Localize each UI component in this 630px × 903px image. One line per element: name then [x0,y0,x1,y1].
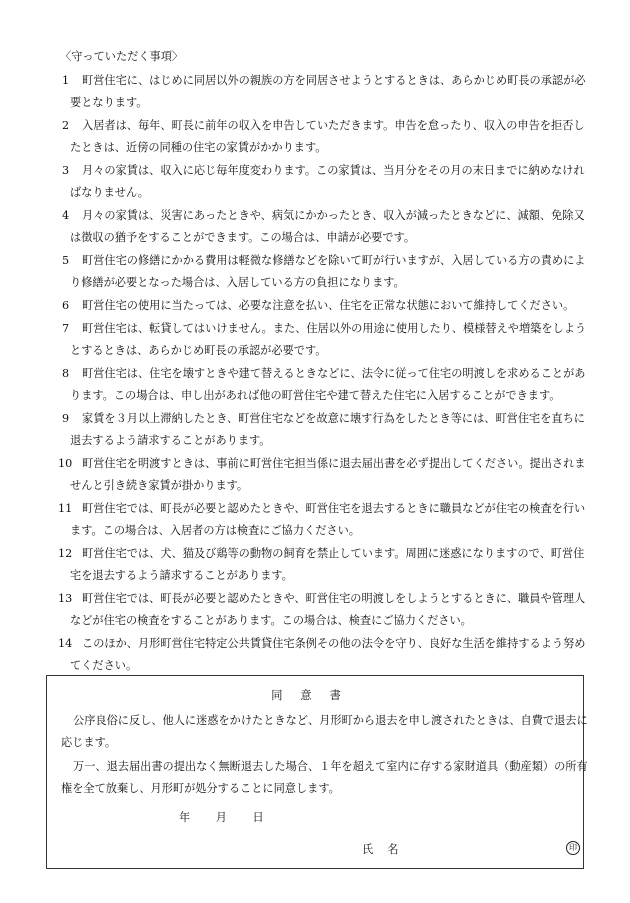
rule-item [0,408,630,453]
rule-item [0,363,630,408]
consent-p1-line-1: 公序良俗に反し、他人に迷惑をかけたときなど、月形町から退去を申し渡されたときは、自費で退去に [73,714,588,727]
rule-text-line-2: ばなりません。 [70,186,149,199]
rule-text-line-2: せんと引き続き家賃が掛かります。 [70,479,249,492]
rule-text-line-1: 月々の家賃は、災害にあったときや、病気にかかったとき、収入が減ったときなどに、減額、免除又 [82,209,585,222]
rule-number: 5 [62,254,70,267]
rule-text [82,295,586,317]
rule-text [70,498,586,542]
rule-item [0,498,630,543]
rule-text-line-1: このほか、月形町営住宅特定公共賃貸住宅条例その他の法令を守り、良好な生活を維持するよう努め [82,637,586,650]
rule-item [0,588,630,633]
rule-text-line-1: 町営住宅では、町長が必要と認めたときや、町営住宅を退去するときに職員などが住宅の検査を行い [82,502,586,515]
rules-list [0,70,630,678]
rule-text [70,160,586,204]
rule-number: 3 [62,164,70,177]
rule-text-line-1: 町営住宅では、犬、猫及び鶏等の動物の飼育を禁止しています。周囲に迷惑になりますので、町営住 [82,547,585,560]
rule-item [0,318,630,363]
rule-number: 14 [58,637,73,650]
rule-item [0,453,630,498]
rule-text [70,453,586,497]
rule-text [70,70,586,114]
rule-number: 12 [58,547,73,560]
rule-number: 10 [58,457,73,470]
consent-box [46,675,588,869]
rule-item [0,543,630,588]
rule-number: 7 [62,322,70,335]
rule-text-line-2: ます。この場合は、入居者の方は検査にご協力ください。 [70,524,360,537]
consent-title: 同意書 [271,689,359,702]
rule-text [70,363,586,407]
rule-text-line-1: 町営住宅の修繕にかかる費用は軽微な修繕などを除いて町が行いますが、入居している方の責めによ [82,254,586,267]
rule-number: 1 [62,74,70,87]
rule-item [0,250,630,295]
rule-item [0,295,630,318]
rule-text [70,408,586,452]
section-heading: 〈守っていただく事項〉 [60,50,184,63]
rule-text [70,205,586,249]
rule-text-line-2: とするときは、あらかじめ町長の承認が必要です。 [70,344,327,357]
rule-text-line-1: 町営住宅の使用に当たっては、必要な注意を払い、住宅を正常な状態において維持してください。 [82,299,575,312]
consent-paragraph-1 [61,710,588,754]
rule-text-line-2: などが住宅の検査をすることがあります。この場合は、検査にご協力ください。 [70,614,472,627]
rule-item [0,633,630,678]
rule-text-line-2: たときは、近傍の同種の住宅の家賃がかかります。 [70,141,327,154]
date-line [179,810,286,826]
rule-text [70,250,586,294]
consent-p2-line-2: 権を全て放棄し、月形町が処分することに同意します。 [61,782,340,795]
date-day-label: 日 [252,811,264,824]
rule-number: 9 [62,412,70,425]
rule-text [70,543,586,587]
consent-p1-line-2: 応じます。 [61,736,117,749]
rule-number: 2 [62,119,70,132]
rule-text-line-2: てください。 [70,659,138,672]
rule-text-line-1: 入居者は、毎年、町長に前年の収入を申告していただきます。申告を怠ったり、収入の申告を拒否し [82,119,585,132]
name-label: 氏名 [362,843,413,856]
rule-number: 11 [58,502,73,515]
rule-text [70,318,587,362]
rule-text-line-2: り修繕が必要となった場合は、入居している方の負担になります。 [70,276,405,289]
rule-text-line-1: 町営住宅は、住宅を壊すときや建て替えるときなどに、法令に従って住宅の明渡しを求めることがあ [82,367,586,380]
rule-text [70,115,586,159]
rule-text-line-2: ります。この場合は、申し出があれば他の町営住宅や建て替えた住宅に入居することができます。 [70,389,561,402]
date-month-label: 月 [215,811,227,824]
rule-number: 4 [62,209,70,222]
rule-item [0,115,630,160]
rule-text-line-1: 町営住宅では、町長が必要と認めたときや、町営住宅の明渡しをしようとするときに、職員や管理人 [82,592,586,605]
rule-text-line-1: 町営住宅に、はじめに同居以外の親族の方を同居させようとするときは、あらかじめ町長の承認が必 [82,74,586,87]
rule-text-line-1: 町営住宅は、転貸してはいけません。また、住居以外の用途に使用したり、模様替えや増築をしよう [82,322,587,335]
rule-text-line-2: 要となります。 [70,96,148,109]
rule-text-line-1: 家賃を３月以上滞納したとき、町営住宅などを故意に壊す行為をしたとき等には、町営住宅を直ちに [82,412,585,425]
rule-number: 8 [62,367,70,380]
seal-mark-icon: 印 [566,841,580,855]
consent-p2-line-1: 万一、退去届出書の提出なく無断退去した場合、１年を超えて室内に存する家財道具（動産類）の所有 [73,760,588,773]
rule-item [0,70,630,115]
consent-paragraph-2 [61,756,588,800]
rule-text [70,588,586,632]
rule-number: 6 [62,299,70,312]
rule-text-line-2: は徴収の猶予をすることができます。この場合は、申請が必要です。 [70,231,416,244]
rule-number: 13 [58,592,73,605]
rule-text [70,633,586,677]
date-year-label: 年 [179,811,191,824]
rule-item [0,205,630,250]
rule-item [0,160,630,205]
rule-text-line-1: 町営住宅を明渡すときは、事前に町営住宅担当係に退去届出書を必ず提出してください。提出されま [82,457,586,470]
rule-text-line-2: 退去するよう請求することがあります。 [70,434,271,447]
rule-text-line-2: 宅を退去するよう請求することがあります。 [70,569,293,582]
rule-text-line-1: 月々の家賃は、収入に応じ毎年度変わります。この家賃は、当月分をその月の末日までに納めなけれ [82,164,585,177]
